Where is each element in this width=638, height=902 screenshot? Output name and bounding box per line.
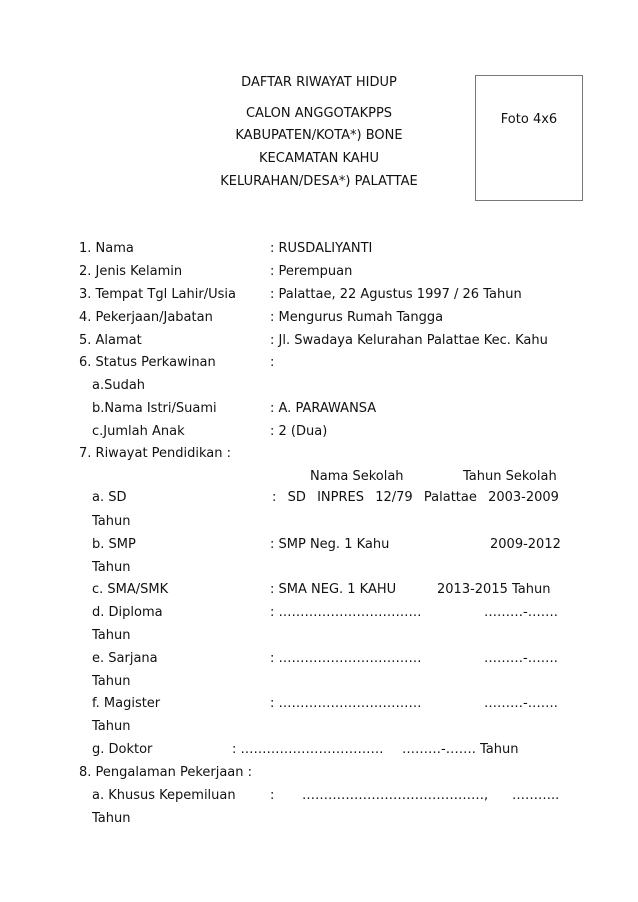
edu-label-diploma: d. Diploma: [92, 605, 163, 620]
exp-khusus-tail: Tahun: [92, 811, 131, 826]
header-line-kelurahan: KELURAHAN/DESA*) PALATTAE: [220, 174, 418, 189]
edu-magister-tail: Tahun: [92, 719, 131, 734]
field-value-ttl: : Palattae, 22 Agustus 1997 / 26 Tahun: [270, 287, 522, 302]
col-header-school: Nama Sekolah: [310, 469, 404, 484]
field-value-status: :: [270, 355, 275, 370]
edu-sarjana-tail: Tahun: [92, 674, 131, 689]
edu-year-doktor: ………-……. Tahun: [402, 742, 519, 757]
exp-year-khusus: ………..: [512, 788, 560, 803]
edu-year-magister: ………-…….: [484, 696, 558, 711]
edu-smp-tail: Tahun: [92, 560, 131, 575]
edu-sd-tail: Tahun: [92, 514, 131, 529]
exp-value-khusus: ……………………………………,: [302, 788, 489, 803]
header-line-kabupaten: KABUPATEN/KOTA*) BONE: [235, 128, 403, 143]
field-label-pasangan: b.Nama Istri/Suami: [92, 401, 217, 416]
edu-year-smp: 2009-2012: [490, 537, 561, 552]
edu-label-magister: f. Magister: [92, 696, 161, 711]
edu-year-sarjana: ………-…….: [484, 651, 558, 666]
field-label-status: 6. Status Perkawinan: [79, 355, 216, 370]
edu-sd-word3: 12/79: [375, 490, 413, 505]
edu-sd-colon: :: [272, 490, 277, 505]
edu-label-doktor: g. Doktor: [92, 742, 153, 757]
section-pengalaman: 8. Pengalaman Pekerjaan :: [79, 765, 253, 780]
edu-label-sarjana: e. Sarjana: [92, 651, 158, 666]
field-label-anak: c.Jumlah Anak: [92, 424, 185, 439]
edu-year-sma: 2013-2015 Tahun: [437, 582, 551, 597]
edu-value-sma: : SMA NEG. 1 KAHU: [270, 582, 397, 597]
edu-value-diploma: : ……………………………: [270, 605, 422, 620]
edu-year-diploma: ………-…….: [484, 605, 558, 620]
field-value-pekerjaan: : Mengurus Rumah Tangga: [270, 310, 444, 325]
edu-value-doktor: : ……………………………: [232, 742, 384, 757]
edu-value-magister: : ……………………………: [270, 696, 422, 711]
field-label-ttl: 3. Tempat Tgl Lahir/Usia: [79, 287, 236, 302]
edu-label-smp: b. SMP: [92, 537, 136, 552]
edu-sd-word4: Palattae: [423, 490, 477, 505]
header-line-kecamatan: KECAMATAN KAHU: [259, 151, 379, 166]
edu-value-sarjana: : ……………………………: [270, 651, 422, 666]
field-value-jenis-kelamin: : Perempuan: [270, 264, 353, 279]
edu-diploma-tail: Tahun: [92, 628, 131, 643]
field-label-jenis-kelamin: 2. Jenis Kelamin: [79, 264, 183, 279]
field-value-alamat: : Jl. Swadaya Kelurahan Palattae Kec. Kahu: [270, 333, 548, 348]
field-value-pasangan: : A. PARAWANSA: [270, 401, 377, 416]
photo-label: Foto 4x6: [500, 112, 558, 127]
field-label-sudah: a.Sudah: [92, 378, 146, 393]
exp-label-khusus: a. Khusus Kepemiluan: [92, 788, 236, 803]
edu-value-sd: [272, 490, 559, 506]
col-header-year: Tahun Sekolah: [463, 469, 557, 484]
document-title: DAFTAR RIWAYAT HIDUP: [241, 75, 397, 90]
field-label-alamat: 5. Alamat: [79, 333, 142, 348]
field-label-pekerjaan: 4. Pekerjaan/Jabatan: [79, 310, 213, 325]
section-pendidikan: 7. Riwayat Pendidikan :: [79, 446, 232, 461]
exp-colon-khusus: :: [270, 788, 275, 803]
field-value-nama: : RUSDALIYANTI: [270, 241, 373, 256]
edu-sd-year: 2003-2009: [488, 490, 559, 505]
edu-value-smp: : SMP Neg. 1 Kahu: [270, 537, 390, 552]
field-label-nama: 1. Nama: [79, 241, 134, 256]
edu-sd-word1: SD: [287, 490, 306, 505]
photo-placeholder: [475, 75, 583, 201]
edu-label-sd: a. SD: [92, 490, 127, 505]
edu-label-sma: c. SMA/SMK: [92, 582, 169, 597]
edu-sd-word2: INPRES: [317, 490, 364, 505]
field-value-anak: : 2 (Dua): [270, 424, 328, 439]
header-line-calon: CALON ANGGOTAKPPS: [245, 106, 393, 121]
